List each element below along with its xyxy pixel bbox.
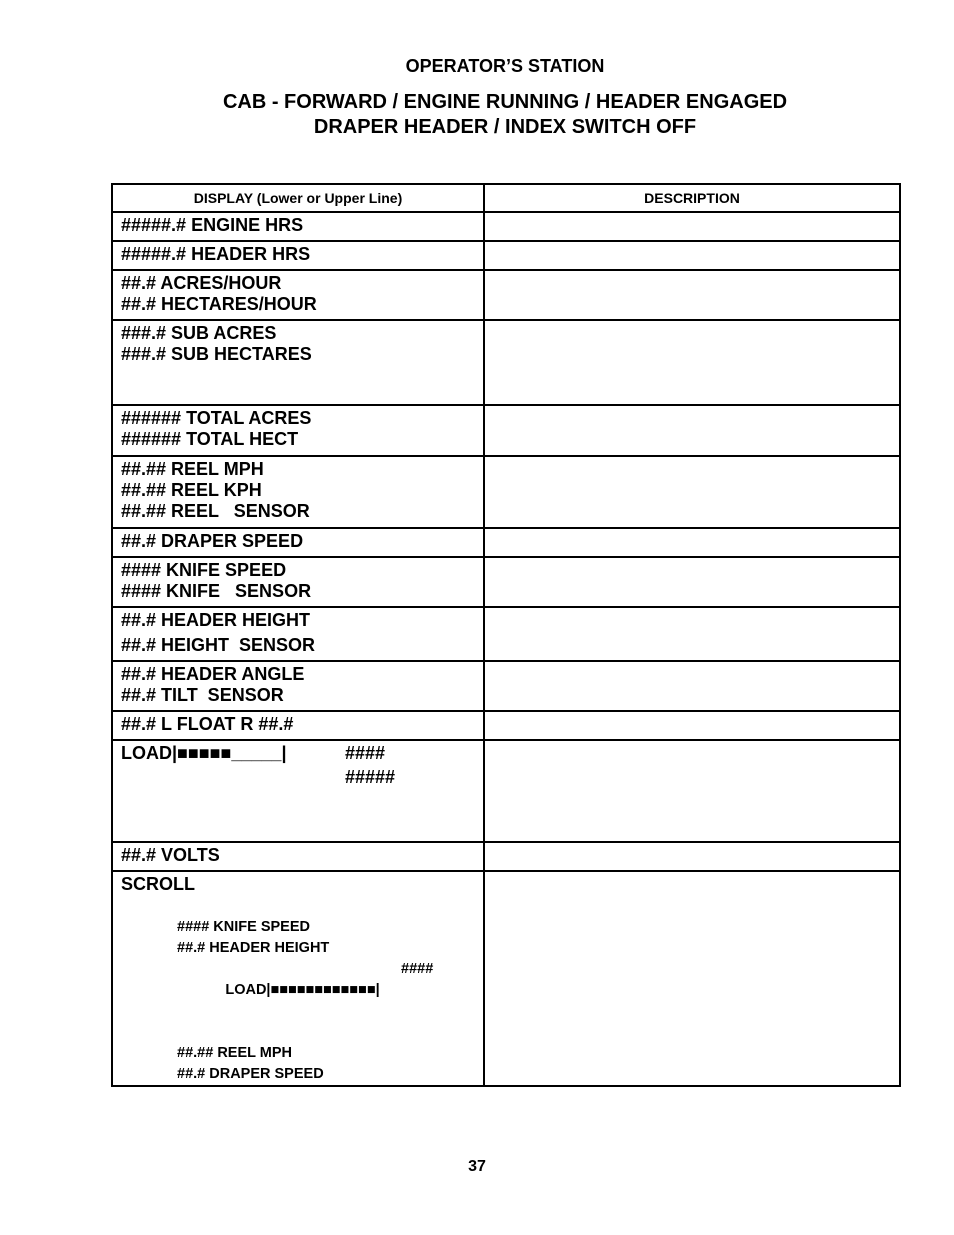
description-cell	[484, 528, 900, 557]
table-row	[112, 871, 900, 1086]
scroll-load-bar: LOAD|■■■■■■■■■■■■|	[225, 982, 380, 998]
scroll-load-value: ####	[401, 961, 434, 977]
display-line: ##.# HEADER ANGLE	[121, 664, 305, 684]
table-row	[112, 557, 900, 607]
display-cell	[112, 842, 484, 871]
display-line: ##.# HEIGHT SENSOR	[121, 635, 316, 655]
column-header-display: DISPLAY (Lower or Upper Line)	[112, 184, 484, 212]
display-line: #####.# HEADER HRS	[121, 244, 311, 264]
page-number: 37	[468, 1158, 486, 1175]
display-line: ##.# HEADER HEIGHT	[121, 610, 311, 630]
description-cell	[484, 871, 900, 1086]
table-header-row	[112, 184, 900, 212]
display-cell	[112, 405, 484, 456]
description-cell	[484, 405, 900, 456]
description-cell	[484, 241, 900, 270]
load-bar-label: LOAD|■■■■■_____|	[121, 743, 287, 763]
display-line: ###### TOTAL HECT	[121, 429, 299, 449]
table-row	[112, 528, 900, 557]
scroll-list	[177, 917, 483, 1085]
table-row	[112, 270, 900, 320]
display-cell	[112, 740, 484, 842]
table-row	[112, 711, 900, 740]
display-cell	[112, 270, 484, 320]
display-line: ##.# ACRES/HOUR	[121, 273, 282, 293]
scroll-item-load	[177, 959, 483, 1043]
description-cell	[484, 607, 900, 661]
description-cell	[484, 320, 900, 405]
display-cell	[112, 528, 484, 557]
display-line: ###.# SUB HECTARES	[121, 344, 312, 364]
display-line: ##.## REEL KPH	[121, 480, 262, 500]
load-value: ####	[345, 743, 386, 763]
display-cell	[112, 320, 484, 405]
scroll-item: ##.# HEADER HEIGHT	[177, 940, 330, 956]
page-title	[0, 90, 954, 140]
display-cell	[112, 661, 484, 711]
load-display	[121, 743, 483, 787]
table-row	[112, 842, 900, 871]
display-line: ###.# SUB ACRES	[121, 323, 277, 343]
description-cell	[484, 212, 900, 241]
description-cell	[484, 740, 900, 842]
display-line: ##.# HECTARES/HOUR	[121, 294, 317, 314]
scroll-item: ##.# DRAPER SPEED	[177, 1066, 324, 1082]
load-value-alt: #####	[345, 767, 396, 787]
display-cell	[112, 711, 484, 740]
display-cell	[112, 557, 484, 607]
table-row	[112, 320, 900, 405]
display-table	[111, 183, 901, 1087]
table-row	[112, 661, 900, 711]
display-cell	[112, 212, 484, 241]
display-cell	[112, 607, 484, 661]
page-title-line-2: DRAPER HEADER / INDEX SWITCH OFF	[313, 116, 697, 138]
table-row	[112, 212, 900, 241]
description-cell	[484, 270, 900, 320]
table-row	[112, 241, 900, 270]
section-title: OPERATOR’S STATION	[405, 56, 605, 76]
display-line: ##.# TILT SENSOR	[121, 685, 284, 705]
scroll-label: SCROLL	[121, 874, 195, 894]
display-line: ##.# DRAPER SPEED	[121, 531, 304, 551]
table-row	[112, 456, 900, 528]
description-cell	[484, 661, 900, 711]
description-cell	[484, 557, 900, 607]
table-row	[112, 607, 900, 661]
scroll-item: #### KNIFE SPEED	[177, 919, 310, 935]
display-cell	[112, 871, 484, 1086]
page-title-line-1: CAB - FORWARD / ENGINE RUNNING / HEADER ENGAGED	[222, 91, 788, 113]
description-cell	[484, 711, 900, 740]
display-line: #### KNIFE SPEED	[121, 560, 287, 580]
display-line: #### KNIFE SENSOR	[121, 581, 312, 601]
table-row	[112, 740, 900, 842]
display-cell	[112, 241, 484, 270]
description-cell	[484, 456, 900, 528]
display-cell	[112, 456, 484, 528]
display-line: #####.# ENGINE HRS	[121, 215, 304, 235]
table-row	[112, 405, 900, 456]
description-cell	[484, 842, 900, 871]
display-line: ##.## REEL MPH	[121, 459, 264, 479]
display-line: ##.# VOLTS	[121, 845, 220, 865]
display-line: ##.# L FLOAT R ##.#	[121, 714, 294, 734]
scroll-item: ##.## REEL MPH	[177, 1045, 292, 1061]
column-header-description: DESCRIPTION	[484, 184, 900, 212]
display-line: ###### TOTAL ACRES	[121, 408, 312, 428]
display-line: ##.## REEL SENSOR	[121, 501, 310, 521]
